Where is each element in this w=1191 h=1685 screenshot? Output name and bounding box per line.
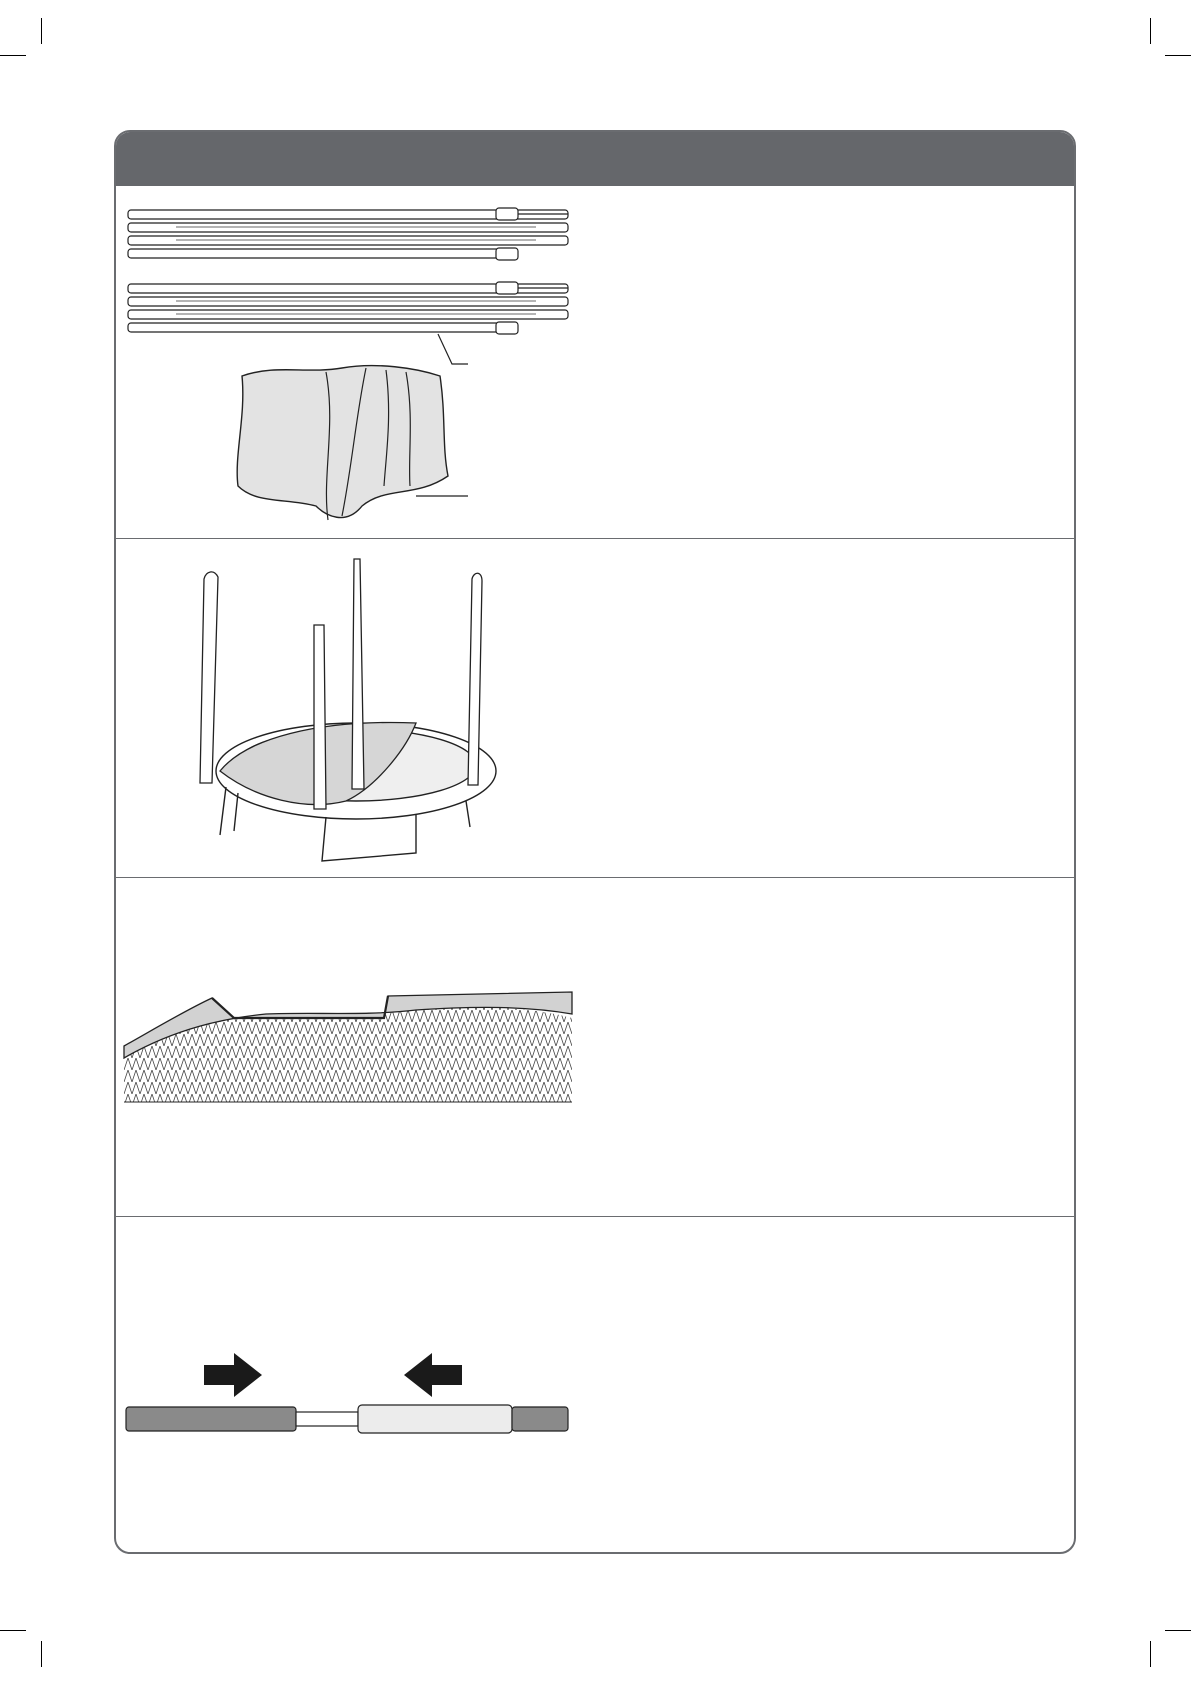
parts-illustration bbox=[116, 186, 586, 538]
step-parts bbox=[116, 186, 1074, 538]
crop-mark bbox=[1165, 55, 1191, 56]
instruction-card bbox=[114, 130, 1076, 1554]
folded-net bbox=[237, 366, 448, 518]
step-text bbox=[586, 878, 1074, 1217]
pole bbox=[128, 323, 508, 332]
crop-mark bbox=[0, 55, 26, 56]
crop-mark bbox=[41, 1641, 42, 1667]
net-sleeve-illustration bbox=[116, 878, 586, 1217]
crop-mark bbox=[41, 18, 42, 44]
arrow-left-icon bbox=[404, 1353, 462, 1397]
pole bbox=[200, 572, 218, 783]
crop-mark bbox=[1150, 1641, 1151, 1667]
foam-sleeve bbox=[126, 1407, 296, 1431]
pole bbox=[352, 559, 364, 789]
callout-line bbox=[438, 334, 468, 364]
step-text bbox=[586, 186, 1074, 538]
step-pole-join bbox=[116, 1216, 1074, 1554]
pole-tube bbox=[296, 1412, 358, 1426]
step-text bbox=[586, 539, 1074, 878]
crop-mark bbox=[1165, 1630, 1191, 1631]
trampoline-illustration bbox=[116, 539, 586, 878]
pole bbox=[128, 249, 508, 258]
step-poles-installed bbox=[116, 538, 1074, 878]
crop-mark bbox=[1150, 18, 1151, 44]
step-net-sleeve bbox=[116, 877, 1074, 1217]
pole bbox=[314, 625, 326, 809]
foam-sleeve-white bbox=[358, 1405, 512, 1433]
pole-join-illustration bbox=[116, 1217, 586, 1554]
arrow-right-icon bbox=[204, 1353, 262, 1397]
card-header bbox=[116, 132, 1074, 186]
foam-sleeve bbox=[512, 1407, 568, 1431]
crop-mark bbox=[0, 1630, 26, 1631]
step-text bbox=[586, 1217, 1074, 1554]
